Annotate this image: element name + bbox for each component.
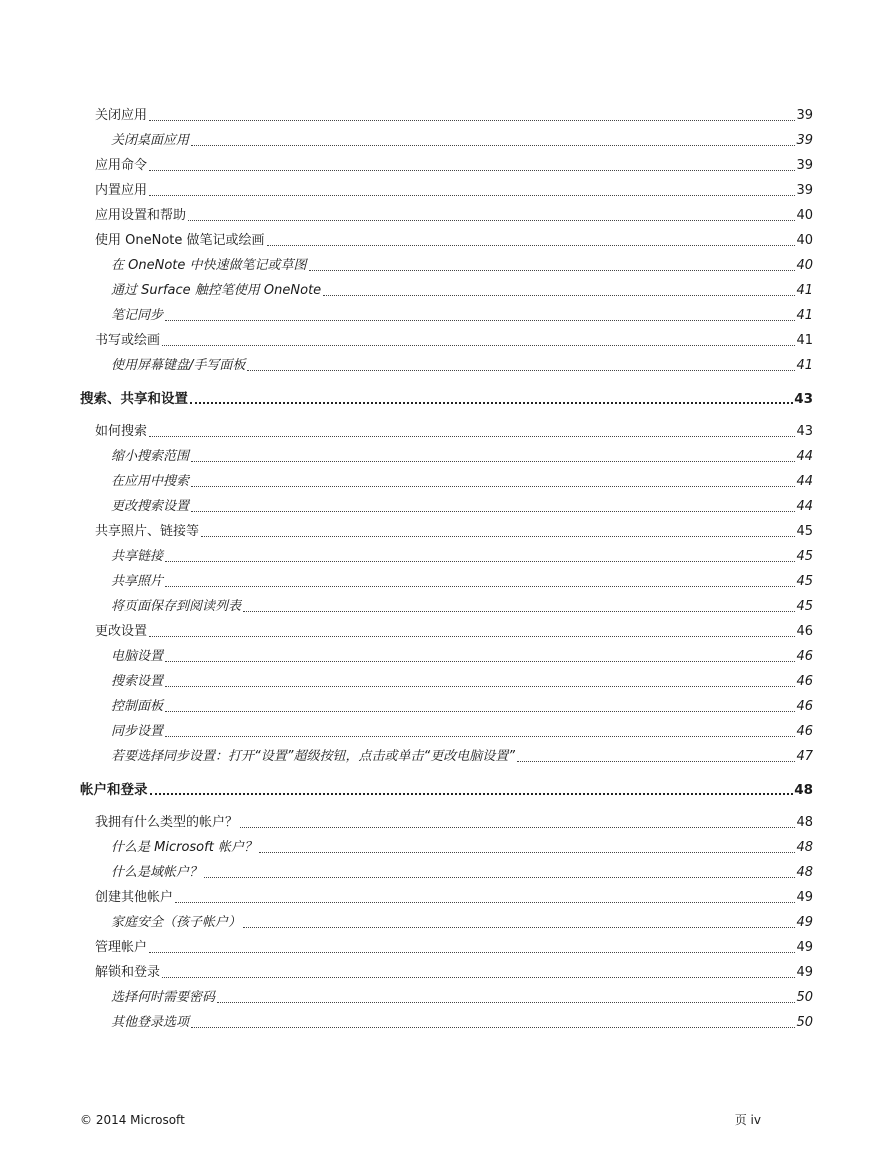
toc-page-number: 39 bbox=[796, 158, 813, 173]
dot-leader bbox=[259, 852, 796, 853]
dot-leader bbox=[243, 927, 795, 928]
toc-page-number: 39 bbox=[796, 183, 813, 198]
toc-entry-label: 其他登录选项 bbox=[111, 1015, 190, 1030]
toc-subentry[interactable] bbox=[111, 697, 813, 717]
toc-entry-label: 管理帐户 bbox=[95, 940, 148, 955]
toc-page-number: 45 bbox=[796, 574, 813, 589]
toc-subentry[interactable] bbox=[111, 672, 813, 692]
dot-leader bbox=[191, 511, 795, 512]
toc-entry-label: 内置应用 bbox=[95, 183, 148, 198]
dot-leader bbox=[162, 345, 795, 346]
toc-entry-label: 共享照片、链接等 bbox=[95, 524, 200, 539]
toc-entry-label: 如何搜索 bbox=[95, 424, 148, 439]
toc-entry-label: 使用屏幕键盘/手写面板 bbox=[111, 358, 246, 373]
dot-leader bbox=[267, 245, 796, 246]
toc-page-number: 46 bbox=[796, 624, 813, 639]
toc-entry-label: 搜索、共享和设置 bbox=[80, 391, 188, 407]
dot-leader bbox=[191, 486, 795, 487]
dot-leader bbox=[204, 877, 795, 878]
toc-entry-label: 搜索设置 bbox=[111, 674, 164, 689]
toc-entry[interactable] bbox=[95, 231, 813, 251]
toc-entry-label: 笔记同步 bbox=[111, 308, 164, 323]
toc-page-number: 46 bbox=[796, 724, 813, 739]
toc-page-number: 45 bbox=[796, 549, 813, 564]
toc-page-number: 49 bbox=[796, 965, 813, 980]
dot-leader bbox=[217, 1002, 795, 1003]
dot-leader bbox=[165, 320, 795, 321]
dot-leader bbox=[201, 536, 795, 537]
toc-entry[interactable] bbox=[95, 156, 813, 176]
page-number: 页 iv bbox=[734, 1113, 761, 1127]
toc-page-number: 48 bbox=[796, 840, 813, 855]
toc-subentry[interactable] bbox=[111, 572, 813, 592]
toc-entry[interactable] bbox=[95, 206, 813, 226]
toc-entry[interactable] bbox=[95, 963, 813, 983]
toc-page-number: 40 bbox=[796, 258, 813, 273]
toc-entry[interactable] bbox=[95, 622, 813, 642]
toc-page-number: 43 bbox=[794, 391, 813, 407]
toc-entry-label: 通过 Surface 触控笔使用 OneNote bbox=[111, 283, 322, 298]
dot-leader bbox=[240, 827, 795, 828]
toc-entry[interactable] bbox=[95, 813, 813, 833]
toc-subentry[interactable] bbox=[111, 472, 813, 492]
toc-entry-label: 家庭安全（孩子帐户） bbox=[111, 915, 242, 930]
toc-entry-label: 在应用中搜索 bbox=[111, 474, 190, 489]
toc-page-number: 45 bbox=[796, 524, 813, 539]
toc-entry-label: 更改搜索设置 bbox=[111, 499, 190, 514]
toc-entry-label: 更改设置 bbox=[95, 624, 148, 639]
toc-entry-label: 电脑设置 bbox=[111, 649, 164, 664]
toc-entry-label: 我拥有什么类型的帐户？ bbox=[95, 815, 239, 830]
copyright-text: © 2014 Microsoft bbox=[80, 1113, 185, 1127]
toc-subentry[interactable] bbox=[111, 547, 813, 567]
dot-leader bbox=[165, 561, 795, 562]
toc-page-number: 46 bbox=[796, 699, 813, 714]
dot-leader bbox=[149, 952, 795, 953]
toc-entry-label: 共享照片 bbox=[111, 574, 164, 589]
dot-leader bbox=[150, 793, 794, 795]
toc-page-number: 44 bbox=[796, 474, 813, 489]
toc-entry[interactable] bbox=[95, 331, 813, 351]
toc-subentry[interactable] bbox=[111, 747, 813, 767]
toc-section-heading[interactable] bbox=[80, 389, 813, 409]
dot-leader bbox=[191, 461, 795, 462]
toc-page-number: 50 bbox=[796, 990, 813, 1005]
dot-leader bbox=[323, 295, 795, 296]
toc-page-number: 41 bbox=[796, 333, 813, 348]
toc-page-number: 48 bbox=[796, 865, 813, 880]
toc-entry-label: 解锁和登录 bbox=[95, 965, 161, 980]
toc-page-number: 49 bbox=[796, 915, 813, 930]
toc-page-number: 47 bbox=[796, 749, 813, 764]
toc-entry-label: 缩小搜索范围 bbox=[111, 449, 190, 464]
dot-leader bbox=[191, 145, 795, 146]
toc-page-number: 48 bbox=[796, 815, 813, 830]
toc-subentry[interactable] bbox=[111, 913, 813, 933]
toc-entry-label: 关闭桌面应用 bbox=[111, 133, 190, 148]
dot-leader bbox=[165, 736, 795, 737]
toc-page-number: 49 bbox=[796, 940, 813, 955]
toc-entry[interactable] bbox=[95, 422, 813, 442]
dot-leader bbox=[517, 761, 796, 762]
toc-page-number: 46 bbox=[796, 649, 813, 664]
toc-page-number: 44 bbox=[796, 449, 813, 464]
toc-page-number: 40 bbox=[796, 233, 813, 248]
toc-entry-label: 使用 OneNote 做笔记或绘画 bbox=[95, 233, 265, 248]
toc-page-number: 39 bbox=[796, 133, 813, 148]
dot-leader bbox=[149, 170, 795, 171]
toc-subentry[interactable] bbox=[111, 497, 813, 517]
dot-leader bbox=[165, 661, 795, 662]
toc-page-number: 43 bbox=[796, 424, 813, 439]
toc-entry[interactable] bbox=[95, 938, 813, 958]
dot-leader bbox=[243, 611, 795, 612]
toc-subentry[interactable] bbox=[111, 281, 813, 301]
toc-page-number: 44 bbox=[796, 499, 813, 514]
page-footer bbox=[80, 1111, 761, 1129]
toc-entry-label: 什么是域帐户？ bbox=[111, 865, 203, 880]
toc-subentry[interactable] bbox=[111, 256, 813, 276]
toc-entry[interactable] bbox=[95, 106, 813, 126]
toc-page-number: 41 bbox=[796, 308, 813, 323]
toc-entry-label: 共享链接 bbox=[111, 549, 164, 564]
dot-leader bbox=[149, 636, 795, 637]
toc-page-number: 40 bbox=[796, 208, 813, 223]
toc-subentry[interactable] bbox=[111, 647, 813, 667]
toc-page-number: 39 bbox=[796, 108, 813, 123]
toc-entry[interactable] bbox=[95, 181, 813, 201]
toc-entry-label: 书写或绘画 bbox=[95, 333, 161, 348]
toc-entry-label: 关闭应用 bbox=[95, 108, 148, 123]
dot-leader bbox=[149, 195, 795, 196]
toc-entry-label: 帐户和登录 bbox=[80, 782, 148, 798]
toc-page-number: 46 bbox=[796, 674, 813, 689]
toc-subentry[interactable] bbox=[111, 988, 813, 1008]
toc-subentry[interactable] bbox=[111, 597, 813, 617]
toc-entry-label: 将页面保存到阅读列表 bbox=[111, 599, 242, 614]
toc-subentry[interactable] bbox=[111, 722, 813, 742]
dot-leader bbox=[309, 270, 796, 271]
toc-section-heading[interactable] bbox=[80, 780, 813, 800]
toc-page-number: 41 bbox=[796, 358, 813, 373]
toc-entry-label: 控制面板 bbox=[111, 699, 164, 714]
toc-subentry[interactable] bbox=[111, 838, 813, 858]
dot-leader bbox=[165, 686, 795, 687]
toc-subentry[interactable] bbox=[111, 356, 813, 376]
toc-subentry[interactable] bbox=[111, 131, 813, 151]
toc-entry-label: 选择何时需要密码 bbox=[111, 990, 216, 1005]
toc-subentry[interactable] bbox=[111, 447, 813, 467]
toc-page-number: 48 bbox=[794, 782, 813, 798]
toc-entry-label: 应用命令 bbox=[95, 158, 148, 173]
toc-entry-label: 什么是 Microsoft 帐户？ bbox=[111, 840, 257, 855]
toc-subentry[interactable] bbox=[111, 1013, 813, 1033]
toc-subentry[interactable] bbox=[111, 306, 813, 326]
toc-entry[interactable] bbox=[95, 522, 813, 542]
toc-entry-label: 创建其他帐户 bbox=[95, 890, 174, 905]
dot-leader bbox=[247, 370, 795, 371]
toc-entry[interactable] bbox=[95, 888, 813, 908]
toc-page-number: 41 bbox=[796, 283, 813, 298]
dot-leader bbox=[162, 977, 795, 978]
toc-subentry[interactable] bbox=[111, 863, 813, 883]
dot-leader bbox=[149, 436, 795, 437]
dot-leader bbox=[149, 120, 795, 121]
dot-leader bbox=[165, 586, 795, 587]
dot-leader bbox=[165, 711, 795, 712]
dot-leader bbox=[191, 1027, 795, 1028]
toc-entry-label: 若要选择同步设置：打开“设置”超级按钮，点击或单击“更改电脑设置” bbox=[111, 749, 515, 764]
dot-leader bbox=[190, 402, 793, 404]
toc-page-number: 50 bbox=[796, 1015, 813, 1030]
toc-entry-label: 在 OneNote 中快速做笔记或草图 bbox=[111, 258, 307, 273]
toc-page-number: 49 bbox=[796, 890, 813, 905]
dot-leader bbox=[188, 220, 795, 221]
toc-entry-label: 应用设置和帮助 bbox=[95, 208, 187, 223]
dot-leader bbox=[175, 902, 795, 903]
toc-page-number: 45 bbox=[796, 599, 813, 614]
toc-entry-label: 同步设置 bbox=[111, 724, 164, 739]
